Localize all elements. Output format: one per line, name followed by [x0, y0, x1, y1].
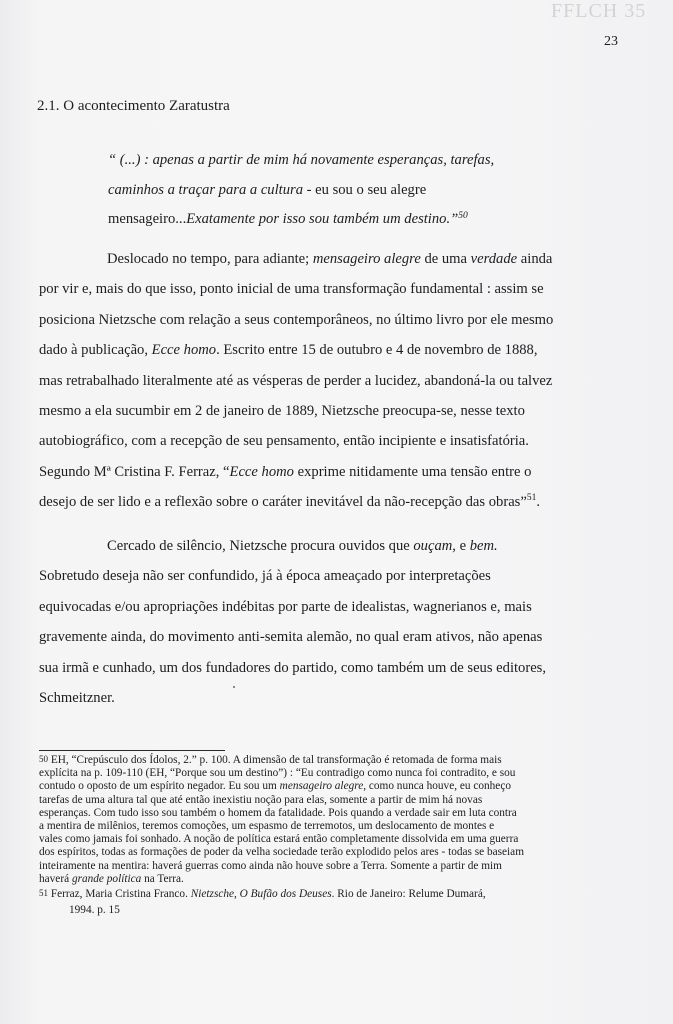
section-heading: 2.1. O acontecimento Zaratustra	[37, 98, 230, 114]
text-run: .	[536, 494, 540, 511]
text-run: na Terra.	[141, 872, 184, 885]
text-run: ainda	[517, 251, 553, 267]
text-run: exprime nitidamente uma tensão entre o	[293, 463, 532, 480]
paragraph-line: equivocadas e/ou apropriações indébitas por parte de idealistas, wagnerianos e, mais	[39, 598, 532, 615]
book-title: Nietzsche, O Bufão dos Deuses	[190, 888, 332, 901]
text-run: . Escrito entre 15 de outubro e 4 de novembro de 1888,	[216, 342, 538, 359]
emphasis-text: ouçam	[413, 538, 453, 554]
footnote-line: inteiramente na mentira: haverá guerras como ainda não houve sobre a Terra. Somente a partir de mim	[39, 859, 502, 872]
paragraph-line	[39, 487, 579, 517]
text-run: contudo o oposto de um espírito negador. Eu sou um	[39, 780, 280, 793]
book-title: Ecce homo	[151, 342, 217, 359]
footnote-line: a mentira de milênios, teremos comoções, um espasmo de terremotos, um deslocamento de montes e	[39, 820, 495, 833]
text-run: de uma	[420, 251, 471, 267]
paragraph-line: autobiográfico, com a recepção de seu pensamento, então incipiente e insatisfatória.	[39, 433, 529, 450]
epigraph-text: caminhos a traçar para a cultura	[108, 181, 303, 198]
paragraph-line	[39, 531, 579, 561]
paragraph-line: mas retrabalhado literalmente até as vésperas de perder a lucidez, abandoná-la ou talvez	[39, 372, 553, 389]
footnote-line	[39, 780, 579, 793]
text-run: EH, “Crepúsculo dos Ídolos, 2.” p. 100. A dimensão de tal transformação é retomada de forma mais	[48, 754, 502, 766]
footnote-line: vales como jamais foi sonhado. A noção de política estará então completamente dissolvida em uma guerra	[39, 833, 519, 846]
footnote-line	[39, 754, 579, 767]
footnote-line: tarefas de uma altura tal que até então inexistiu noção para elas, somente a partir de mim há novas	[39, 793, 483, 806]
page-number: 23	[604, 34, 618, 49]
text-run: Segundo Mª Cristina F. Ferraz, “	[39, 463, 230, 480]
paragraph-1	[39, 244, 579, 518]
book-title: Ecce homo	[229, 463, 294, 480]
text-run: Cercado de silêncio, Nietzsche procura ouvidos que	[107, 538, 414, 554]
paragraph-line: Schmeitzner.	[39, 689, 115, 706]
epigraph-text: - eu sou o seu alegre	[303, 181, 427, 198]
paragraph-line: sua irmã e cunhado, um dos fundadores do partido, como também um de seus editores,	[39, 659, 547, 676]
epigraph-line	[108, 146, 578, 176]
footnote-line: esperanças. Com tudo isso sou também o homem da fatalidade. Pois quando a verdade sair em luta contra	[39, 806, 517, 819]
epigraph-quote	[108, 146, 578, 235]
epigraph-text: mensageiro...	[108, 211, 187, 227]
emphasis-text: grande política	[71, 872, 142, 885]
text-run: Deslocado no tempo, para adiante;	[107, 251, 313, 267]
footnote-50	[39, 754, 579, 886]
footnote-ref-50[interactable]: 50	[458, 211, 468, 221]
footnote-number: 51	[39, 888, 48, 899]
emphasis-text: mensageiro alegre	[312, 251, 421, 267]
footnote-line: dos espíritos, todas as formações de poder da velha sociedade terão explodido pelos ares - todas se baseiam	[39, 846, 524, 859]
text-run: desejo de ser lido e a reflexão sobre o caráter inevitável da não-recepção das obras”	[39, 494, 527, 511]
epigraph-line	[108, 205, 578, 235]
emphasis-text: bem.	[469, 538, 498, 554]
epigraph-text: “ (...) : apenas a partir de mim há novamente esperanças, tarefas,	[108, 152, 495, 168]
epigraph-text: Exatamente por isso sou também um destino.”	[186, 211, 459, 227]
footnote-line: explícita na p. 109-110 (EH, “Porque sou um destino”) : “Eu contradigo como nunca foi contradito, e sou	[39, 767, 516, 780]
paragraph-line	[39, 335, 579, 365]
archive-stamp: FFLCH 35	[551, 0, 647, 22]
paragraph-line: Sobretudo deseja não ser confundido, já à época ameaçado por interpretações	[39, 568, 491, 585]
paragraph-line: posiciona Nietzsche com relação a seus contemporâneos, no último livro por ele mesmo	[39, 311, 554, 328]
text-run: , como nunca houve, eu conheço	[363, 780, 511, 793]
footnote-51	[39, 888, 579, 917]
footnote-ref-51[interactable]: 51	[526, 493, 537, 504]
text-run: dado à publicação,	[39, 342, 152, 359]
footnote-line	[39, 888, 579, 901]
emphasis-text: verdade	[470, 251, 518, 267]
footnote-divider	[39, 750, 225, 751]
paragraph-line	[39, 244, 579, 274]
paragraph-line: gravemente ainda, do movimento anti-semita alemão, no qual eram ativos, não apenas	[39, 629, 543, 646]
text-run: Ferraz, Maria Cristina Franco.	[48, 888, 191, 901]
text-run: . Rio de Janeiro: Relume Dumará,	[331, 888, 486, 901]
ink-speck	[233, 686, 235, 688]
text-run: , e	[452, 538, 470, 554]
footnote-line	[39, 873, 579, 886]
epigraph-line	[108, 176, 578, 206]
footnotes	[39, 754, 579, 917]
emphasis-text: mensageiro alegre	[279, 780, 364, 793]
text-run: haverá	[39, 872, 72, 885]
paragraph-line	[39, 457, 579, 487]
paragraph-line: por vir e, mais do que isso, ponto inicial de uma transformação fundamental : assim se	[39, 281, 544, 298]
footnote-number: 50	[39, 754, 48, 764]
footnote-line: 1994. p. 15	[69, 904, 120, 917]
paragraph-2	[39, 531, 579, 713]
paragraph-line: mesmo a ela sucumbir em 2 de janeiro de 1889, Nietzsche preocupa-se, nesse texto	[39, 402, 525, 419]
